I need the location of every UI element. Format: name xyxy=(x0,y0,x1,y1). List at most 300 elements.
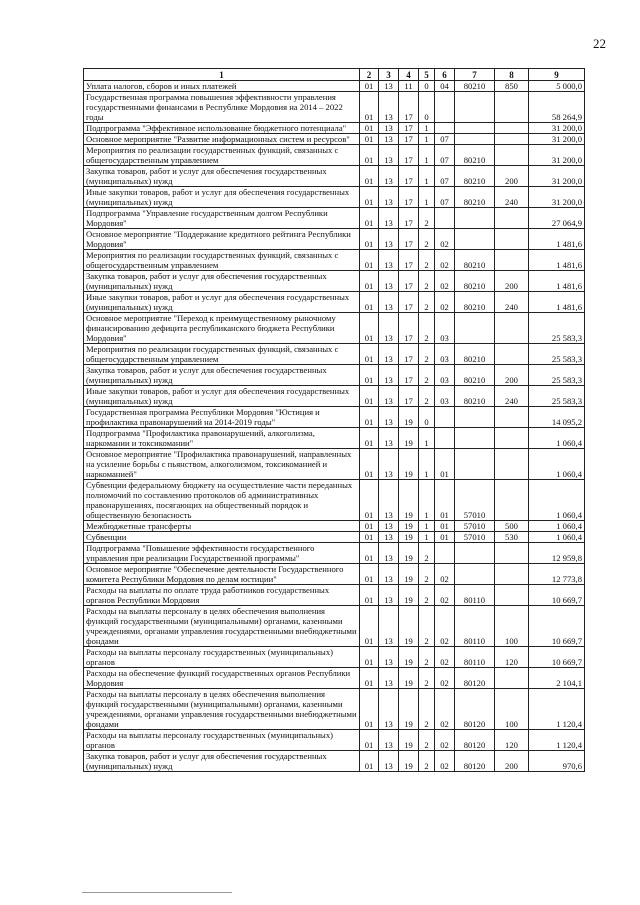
table-row xyxy=(84,730,585,751)
direction-cell: 80210 xyxy=(455,386,495,407)
expense-name-cell: Закупка товаров, работ и услуг для обеспечения государственных (муниципальных) нужд xyxy=(84,365,360,386)
pr-cell: 13 xyxy=(379,187,399,208)
direction-cell: 80210 xyxy=(455,145,495,166)
rz-cell: 01 xyxy=(360,751,379,772)
program-cell: 19 xyxy=(399,407,419,428)
direction-cell: 80210 xyxy=(455,292,495,313)
pr-cell: 13 xyxy=(379,449,399,480)
amount-cell: 10 669,7 xyxy=(529,647,585,668)
amount-cell: 1 481,6 xyxy=(529,292,585,313)
subprogram-cell: 1 xyxy=(419,532,435,543)
direction-cell: 80110 xyxy=(455,647,495,668)
pr-cell: 13 xyxy=(379,521,399,532)
vr-cell: 500 xyxy=(495,521,529,532)
event-cell: 07 xyxy=(435,166,455,187)
table-row xyxy=(84,166,585,187)
vr-cell: 200 xyxy=(495,166,529,187)
rz-cell: 01 xyxy=(360,187,379,208)
program-cell: 17 xyxy=(399,208,419,229)
rz-cell: 01 xyxy=(360,668,379,689)
vr-cell xyxy=(495,564,529,585)
program-cell: 19 xyxy=(399,449,419,480)
direction-cell: 57010 xyxy=(455,521,495,532)
table-row xyxy=(84,689,585,730)
rz-cell: 01 xyxy=(360,532,379,543)
amount-cell: 14 095,2 xyxy=(529,407,585,428)
rz-cell: 01 xyxy=(360,606,379,647)
pr-cell: 13 xyxy=(379,166,399,187)
table-row xyxy=(84,480,585,521)
direction-cell xyxy=(455,134,495,145)
table-row xyxy=(84,386,585,407)
pr-cell: 13 xyxy=(379,480,399,521)
expense-name-cell: Расходы на выплаты персоналу государственных (муниципальных) органов xyxy=(84,730,360,751)
subprogram-cell: 1 xyxy=(419,145,435,166)
subprogram-cell: 2 xyxy=(419,386,435,407)
expense-name-cell: Основное мероприятие "Профилактика правонарушений, направленных на усиление борьбы с пьянством, алкоголизмом, токсикоманией и наркоманией" xyxy=(84,449,360,480)
pr-cell: 13 xyxy=(379,365,399,386)
event-cell: 07 xyxy=(435,145,455,166)
subprogram-cell: 2 xyxy=(419,606,435,647)
pr-cell: 13 xyxy=(379,647,399,668)
expense-name-cell: Основное мероприятие "Поддержание кредитного рейтинга Республики Мордовия" xyxy=(84,229,360,250)
subprogram-cell: 0 xyxy=(419,81,435,92)
program-cell: 11 xyxy=(399,81,419,92)
vr-cell xyxy=(495,92,529,123)
rz-cell: 01 xyxy=(360,123,379,134)
direction-cell xyxy=(455,92,495,123)
expense-name-cell: Закупка товаров, работ и услуг для обеспечения государственных (муниципальных) нужд xyxy=(84,751,360,772)
amount-cell: 58 264,9 xyxy=(529,92,585,123)
bottom-rule xyxy=(82,892,232,893)
pr-cell: 13 xyxy=(379,344,399,365)
amount-cell: 12 959,8 xyxy=(529,543,585,564)
pr-cell: 13 xyxy=(379,123,399,134)
program-cell: 19 xyxy=(399,521,419,532)
amount-cell: 31 200,0 xyxy=(529,123,585,134)
vr-cell xyxy=(495,134,529,145)
vr-cell xyxy=(495,480,529,521)
pr-cell: 13 xyxy=(379,668,399,689)
table-row xyxy=(84,564,585,585)
event-cell: 07 xyxy=(435,187,455,208)
expense-name-cell: Мероприятия по реализации государственных функций, связанных с общегосударственным управлением xyxy=(84,145,360,166)
table-row xyxy=(84,187,585,208)
expense-name-cell: Государственная программа Республики Мордовия "Юстиция и профилактика правонарушений на 2014-2019 годы" xyxy=(84,407,360,428)
program-cell: 17 xyxy=(399,166,419,187)
rz-cell: 01 xyxy=(360,92,379,123)
subprogram-cell: 2 xyxy=(419,668,435,689)
col-header: 6 xyxy=(435,69,455,81)
subprogram-cell: 2 xyxy=(419,208,435,229)
subprogram-cell: 0 xyxy=(419,92,435,123)
event-cell xyxy=(435,407,455,428)
subprogram-cell: 2 xyxy=(419,271,435,292)
program-cell: 17 xyxy=(399,92,419,123)
expense-name-cell: Иные закупки товаров, работ и услуг для обеспечения государственных (муниципальных) нужд xyxy=(84,292,360,313)
event-cell xyxy=(435,428,455,449)
rz-cell: 01 xyxy=(360,250,379,271)
amount-cell: 1 481,6 xyxy=(529,271,585,292)
event-cell: 01 xyxy=(435,449,455,480)
pr-cell: 13 xyxy=(379,751,399,772)
event-cell xyxy=(435,543,455,564)
rz-cell: 01 xyxy=(360,313,379,344)
pr-cell: 13 xyxy=(379,428,399,449)
subprogram-cell: 2 xyxy=(419,313,435,344)
direction-cell xyxy=(455,123,495,134)
header-row xyxy=(84,69,585,81)
table-row xyxy=(84,134,585,145)
subprogram-cell: 2 xyxy=(419,751,435,772)
direction-cell xyxy=(455,229,495,250)
vr-cell: 200 xyxy=(495,751,529,772)
table-row xyxy=(84,292,585,313)
col-header: 4 xyxy=(399,69,419,81)
amount-cell: 31 200,0 xyxy=(529,166,585,187)
vr-cell xyxy=(495,585,529,606)
direction-cell: 80210 xyxy=(455,271,495,292)
rz-cell: 01 xyxy=(360,81,379,92)
program-cell: 19 xyxy=(399,532,419,543)
subprogram-cell: 2 xyxy=(419,689,435,730)
pr-cell: 13 xyxy=(379,543,399,564)
program-cell: 19 xyxy=(399,585,419,606)
amount-cell: 31 200,0 xyxy=(529,187,585,208)
rz-cell: 01 xyxy=(360,134,379,145)
vr-cell xyxy=(495,428,529,449)
expense-name-cell: Основное мероприятие "Обеспечение деятельности Государственного комитета Республики Мордовия по делам юстиции" xyxy=(84,564,360,585)
rz-cell: 01 xyxy=(360,292,379,313)
rz-cell: 01 xyxy=(360,730,379,751)
rz-cell: 01 xyxy=(360,344,379,365)
event-cell xyxy=(435,92,455,123)
pr-cell: 13 xyxy=(379,407,399,428)
subprogram-cell: 2 xyxy=(419,365,435,386)
subprogram-cell: 0 xyxy=(419,407,435,428)
expense-name-cell: Иные закупки товаров, работ и услуг для обеспечения государственных (муниципальных) нужд xyxy=(84,386,360,407)
subprogram-cell: 2 xyxy=(419,647,435,668)
subprogram-cell: 1 xyxy=(419,123,435,134)
table-row xyxy=(84,313,585,344)
table-row xyxy=(84,123,585,134)
direction-cell xyxy=(455,428,495,449)
rz-cell: 01 xyxy=(360,166,379,187)
program-cell: 19 xyxy=(399,689,419,730)
expense-name-cell: Подпрограмма "Профилактика правонарушений, алкоголизма, наркомании и токсикомании" xyxy=(84,428,360,449)
event-cell: 02 xyxy=(435,689,455,730)
event-cell: 02 xyxy=(435,647,455,668)
table-row xyxy=(84,532,585,543)
col-header: 8 xyxy=(495,69,529,81)
direction-cell: 80120 xyxy=(455,668,495,689)
col-header: 2 xyxy=(360,69,379,81)
subprogram-cell: 1 xyxy=(419,521,435,532)
pr-cell: 13 xyxy=(379,313,399,344)
direction-cell: 80120 xyxy=(455,730,495,751)
event-cell: 02 xyxy=(435,606,455,647)
vr-cell xyxy=(495,543,529,564)
expense-name-cell: Основное мероприятие "Развитие информационных систем и ресурсов" xyxy=(84,134,360,145)
pr-cell: 13 xyxy=(379,564,399,585)
event-cell xyxy=(435,123,455,134)
direction-cell xyxy=(455,313,495,344)
amount-cell: 1 060,4 xyxy=(529,480,585,521)
pr-cell: 13 xyxy=(379,92,399,123)
rz-cell: 01 xyxy=(360,449,379,480)
subprogram-cell: 2 xyxy=(419,229,435,250)
direction-cell xyxy=(455,564,495,585)
direction-cell xyxy=(455,208,495,229)
rz-cell: 01 xyxy=(360,480,379,521)
amount-cell: 1 060,4 xyxy=(529,428,585,449)
subprogram-cell: 2 xyxy=(419,292,435,313)
expense-name-cell: Закупка товаров, работ и услуг для обеспечения государственных (муниципальных) нужд xyxy=(84,271,360,292)
amount-cell: 1 481,6 xyxy=(529,229,585,250)
table-row xyxy=(84,668,585,689)
table-row xyxy=(84,751,585,772)
expense-name-cell: Мероприятия по реализации государственных функций, связанных с общегосударственным управлением xyxy=(84,250,360,271)
table-row xyxy=(84,585,585,606)
program-cell: 17 xyxy=(399,365,419,386)
event-cell: 03 xyxy=(435,313,455,344)
pr-cell: 13 xyxy=(379,250,399,271)
amount-cell: 31 200,0 xyxy=(529,134,585,145)
amount-cell: 25 583,3 xyxy=(529,313,585,344)
table-row xyxy=(84,521,585,532)
program-cell: 19 xyxy=(399,480,419,521)
event-cell: 04 xyxy=(435,81,455,92)
table-row xyxy=(84,407,585,428)
pr-cell: 13 xyxy=(379,606,399,647)
vr-cell: 120 xyxy=(495,647,529,668)
pr-cell: 13 xyxy=(379,689,399,730)
subprogram-cell: 1 xyxy=(419,480,435,521)
program-cell: 19 xyxy=(399,564,419,585)
pr-cell: 13 xyxy=(379,292,399,313)
vr-cell: 240 xyxy=(495,386,529,407)
event-cell: 02 xyxy=(435,668,455,689)
subprogram-cell: 1 xyxy=(419,428,435,449)
amount-cell: 1 481,6 xyxy=(529,250,585,271)
vr-cell: 100 xyxy=(495,606,529,647)
expense-name-cell: Мероприятия по реализации государственных функций, связанных с общегосударственным управлением xyxy=(84,344,360,365)
vr-cell: 850 xyxy=(495,81,529,92)
amount-cell: 1 120,4 xyxy=(529,689,585,730)
vr-cell: 530 xyxy=(495,532,529,543)
page-number: 22 xyxy=(593,36,606,51)
event-cell xyxy=(435,208,455,229)
vr-cell xyxy=(495,250,529,271)
program-cell: 19 xyxy=(399,668,419,689)
direction-cell: 80210 xyxy=(455,187,495,208)
vr-cell xyxy=(495,229,529,250)
direction-cell: 80210 xyxy=(455,250,495,271)
event-cell: 07 xyxy=(435,134,455,145)
event-cell: 03 xyxy=(435,344,455,365)
rz-cell: 01 xyxy=(360,271,379,292)
amount-cell: 2 104,1 xyxy=(529,668,585,689)
expense-name-cell: Субвенции xyxy=(84,532,360,543)
rz-cell: 01 xyxy=(360,407,379,428)
direction-cell xyxy=(455,449,495,480)
program-cell: 17 xyxy=(399,250,419,271)
expense-name-cell: Уплата налогов, сборов и иных платежей xyxy=(84,81,360,92)
event-cell: 02 xyxy=(435,271,455,292)
event-cell: 03 xyxy=(435,365,455,386)
vr-cell xyxy=(495,313,529,344)
expense-name-cell: Закупка товаров, работ и услуг для обеспечения государственных (муниципальных) нужд xyxy=(84,166,360,187)
col-header: 7 xyxy=(455,69,495,81)
event-cell: 01 xyxy=(435,521,455,532)
rz-cell: 01 xyxy=(360,428,379,449)
table-row xyxy=(84,145,585,166)
direction-cell: 80210 xyxy=(455,81,495,92)
amount-cell: 5 000,0 xyxy=(529,81,585,92)
vr-cell xyxy=(495,407,529,428)
table-row xyxy=(84,271,585,292)
event-cell: 01 xyxy=(435,480,455,521)
program-cell: 19 xyxy=(399,751,419,772)
direction-cell xyxy=(455,543,495,564)
pr-cell: 13 xyxy=(379,730,399,751)
program-cell: 17 xyxy=(399,187,419,208)
expense-name-cell: Подпрограмма "Управление государственным долгом Республики Мордовия" xyxy=(84,208,360,229)
amount-cell: 1 060,4 xyxy=(529,449,585,480)
pr-cell: 13 xyxy=(379,532,399,543)
expense-name-cell: Государственная программа повышения эффективности управления государственными финансами в Республике Мордовия на 2014 – 2022 годы xyxy=(84,92,360,123)
direction-cell: 80210 xyxy=(455,344,495,365)
direction-cell: 80210 xyxy=(455,166,495,187)
event-cell: 02 xyxy=(435,292,455,313)
vr-cell xyxy=(495,668,529,689)
rz-cell: 01 xyxy=(360,386,379,407)
table-row xyxy=(84,647,585,668)
vr-cell: 200 xyxy=(495,365,529,386)
program-cell: 17 xyxy=(399,123,419,134)
event-cell: 02 xyxy=(435,730,455,751)
amount-cell: 1 060,4 xyxy=(529,532,585,543)
subprogram-cell: 2 xyxy=(419,344,435,365)
rz-cell: 01 xyxy=(360,585,379,606)
amount-cell: 970,6 xyxy=(529,751,585,772)
table-row xyxy=(84,449,585,480)
table-row xyxy=(84,81,585,92)
amount-cell: 27 064,9 xyxy=(529,208,585,229)
rz-cell: 01 xyxy=(360,145,379,166)
event-cell: 02 xyxy=(435,229,455,250)
direction-cell: 80120 xyxy=(455,751,495,772)
subprogram-cell: 2 xyxy=(419,730,435,751)
program-cell: 19 xyxy=(399,606,419,647)
rz-cell: 01 xyxy=(360,365,379,386)
table-row xyxy=(84,229,585,250)
pr-cell: 13 xyxy=(379,134,399,145)
program-cell: 17 xyxy=(399,292,419,313)
table-row xyxy=(84,365,585,386)
amount-cell: 1 120,4 xyxy=(529,730,585,751)
vr-cell: 120 xyxy=(495,730,529,751)
event-cell: 03 xyxy=(435,386,455,407)
vr-cell xyxy=(495,145,529,166)
pr-cell: 13 xyxy=(379,585,399,606)
col-header: 1 xyxy=(84,69,360,81)
vr-cell: 240 xyxy=(495,292,529,313)
vr-cell xyxy=(495,208,529,229)
expense-name-cell: Подпрограмма "Повышение эффективности государственного управления при реализации Государственной программы" xyxy=(84,543,360,564)
event-cell: 01 xyxy=(435,532,455,543)
program-cell: 17 xyxy=(399,229,419,250)
col-header: 5 xyxy=(419,69,435,81)
table-row xyxy=(84,606,585,647)
program-cell: 17 xyxy=(399,145,419,166)
expense-name-cell: Расходы на выплаты персоналу в целях обеспечения выполнения функций государственными (муниципальными) органами, казенными учреждениями, органами управления государственными внебюджетными фондами xyxy=(84,689,360,730)
vr-cell xyxy=(495,449,529,480)
direction-cell: 57010 xyxy=(455,480,495,521)
amount-cell: 10 669,7 xyxy=(529,606,585,647)
program-cell: 17 xyxy=(399,134,419,145)
subprogram-cell: 1 xyxy=(419,449,435,480)
direction-cell: 57010 xyxy=(455,532,495,543)
amount-cell: 10 669,7 xyxy=(529,585,585,606)
expense-name-cell: Подпрограмма "Эффективное использование бюджетного потенциала" xyxy=(84,123,360,134)
subprogram-cell: 1 xyxy=(419,166,435,187)
rz-cell: 01 xyxy=(360,229,379,250)
expense-name-cell: Расходы на выплаты персоналу государственных (муниципальных) органов xyxy=(84,647,360,668)
program-cell: 19 xyxy=(399,543,419,564)
subprogram-cell: 2 xyxy=(419,543,435,564)
vr-cell: 100 xyxy=(495,689,529,730)
col-header: 3 xyxy=(379,69,399,81)
rz-cell: 01 xyxy=(360,689,379,730)
rz-cell: 01 xyxy=(360,543,379,564)
program-cell: 17 xyxy=(399,386,419,407)
table-row xyxy=(84,208,585,229)
table-row xyxy=(84,250,585,271)
amount-cell: 25 583,3 xyxy=(529,365,585,386)
rz-cell: 01 xyxy=(360,564,379,585)
table-row xyxy=(84,543,585,564)
amount-cell: 12 773,8 xyxy=(529,564,585,585)
direction-cell: 80120 xyxy=(455,689,495,730)
pr-cell: 13 xyxy=(379,386,399,407)
col-header: 9 xyxy=(529,69,585,81)
program-cell: 17 xyxy=(399,271,419,292)
expense-name-cell: Расходы на выплаты по оплате труда работников государственных органов Республики Мордовия xyxy=(84,585,360,606)
expense-name-cell: Иные закупки товаров, работ и услуг для обеспечения государственных (муниципальных) нужд xyxy=(84,187,360,208)
program-cell: 19 xyxy=(399,428,419,449)
event-cell: 02 xyxy=(435,564,455,585)
table-row xyxy=(84,428,585,449)
subprogram-cell: 2 xyxy=(419,564,435,585)
rz-cell: 01 xyxy=(360,208,379,229)
budget-table xyxy=(83,68,585,772)
program-cell: 17 xyxy=(399,344,419,365)
amount-cell: 25 583,3 xyxy=(529,386,585,407)
vr-cell xyxy=(495,123,529,134)
program-cell: 19 xyxy=(399,647,419,668)
expense-name-cell: Расходы на обеспечение функций государственных органов Республики Мордовия xyxy=(84,668,360,689)
rz-cell: 01 xyxy=(360,521,379,532)
expense-name-cell: Субвенции федеральному бюджету на осуществление части переданных полномочий по составлению протоколов об административных правонарушениях, посягающих на общественный порядок и общественную безопасность xyxy=(84,480,360,521)
event-cell: 02 xyxy=(435,751,455,772)
amount-cell: 31 200,0 xyxy=(529,145,585,166)
amount-cell: 1 060,4 xyxy=(529,521,585,532)
expense-name-cell: Основное мероприятие "Переход к преимущественному рыночному финансированию дефицита республиканского бюджета Республики Мордовия" xyxy=(84,313,360,344)
pr-cell: 13 xyxy=(379,271,399,292)
expense-name-cell: Межбюджетные трансферты xyxy=(84,521,360,532)
event-cell: 02 xyxy=(435,250,455,271)
